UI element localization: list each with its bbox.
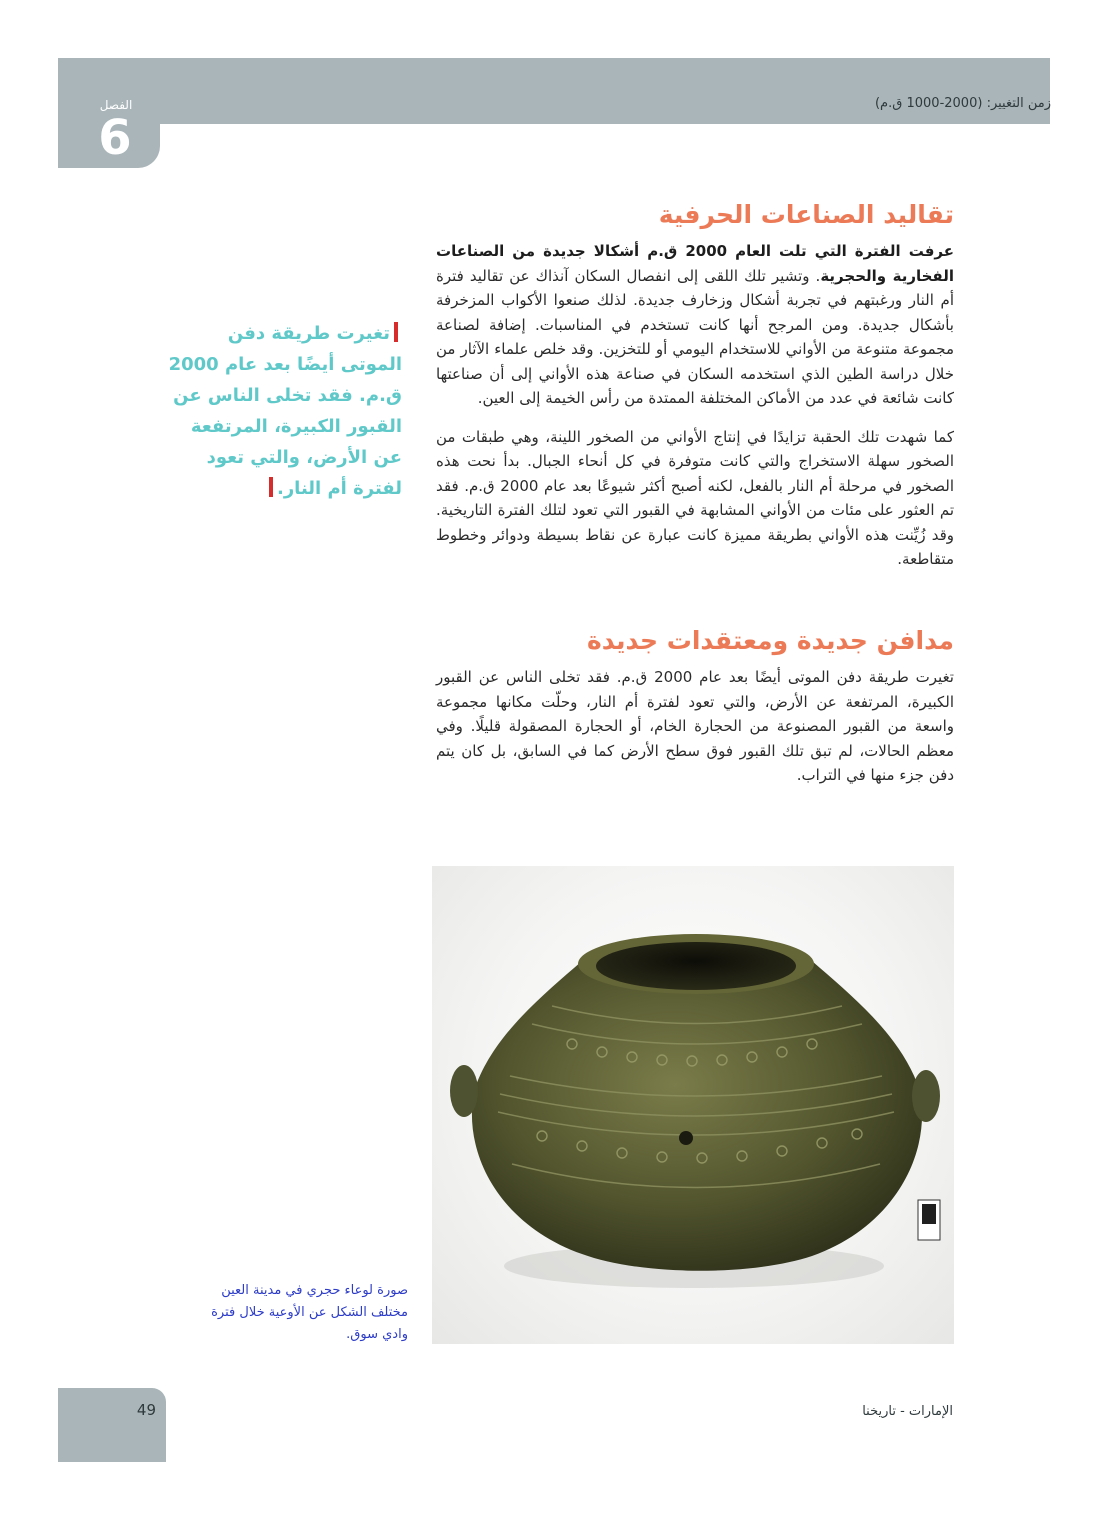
section-crafts — [436, 200, 954, 572]
footer-book-title: الإمارات - تاريخنا — [862, 1404, 953, 1419]
running-header-title: زمن التغيير: (2000-1000 ق.م) — [874, 96, 1051, 111]
chapter-number: 6 — [98, 110, 132, 166]
section-heading-crafts: تقاليد الصناعات الحرفية — [658, 200, 954, 229]
section-heading-burials: مدافن جديدة ومعتقدات جديدة — [586, 626, 954, 655]
pull-quote — [164, 318, 402, 504]
chapter-label: الفصل — [99, 98, 133, 112]
header-band — [58, 58, 1050, 124]
paragraph-burials-1: تغيرت طريقة دفن الموتى أيضًا بعد عام 2000 ق.م. فقد تخلى الناس عن القبور الكبيرة، المرتفعة عن الأرض، والتي تعود لفترة أم النار، وحلّت مكانها مجموعة واسعة من القبور المصنوعة من الحجارة الخام، أو الحجارة المصقولة قليلًا. وفي معظم الحالات، لم تبق تلك القبور فوق سطح الأرض كما في السابق، بل كان يتم دفن جزء منها في التراب. — [436, 668, 954, 784]
stone-vessel-photo — [432, 866, 954, 1344]
paragraph-crafts-2: كما شهدت تلك الحقبة تزايدًا في إنتاج الأواني من الصخور اللينة، وهي طبقات من الصخور سهلة الاستخراج والتي كانت متوفرة في كل أنحاء الجبال. بدأ نحت هذه الصخور في مرحلة أم النار بالفعل، لكنه أصبح أكثر شيوعًا بعد عام 2000 ق.م. فقد تم العثور على مئات من الأواني المشابهة في القبور التي تعود لتلك الفترة التاريخية. وقد زُيِّنت هذه الأواني بطريقة مميزة كانت عبارة عن نقاط بسيطة ودوائر وخطوط متقاطعة. — [436, 427, 954, 568]
paragraph-crafts-1 — [436, 239, 954, 411]
pull-quote-bar-end — [269, 477, 273, 497]
footer-tab — [58, 1388, 166, 1462]
figure-caption: صورة لوعاء حجري في مدينة العين مختلف الشكل عن الأوعية خلال فترة وادي سوق. — [211, 1283, 408, 1342]
paragraph-crafts-1-bold: عرفت الفترة التي تلت العام 2000 ق.م أشكالا جديدة من الصناعات الفخارية والحجرية — [436, 242, 954, 285]
paragraph-crafts-1-rest: . وتشير تلك اللقى إلى انفصال السكان آنذاك عن تقاليد فترة أم النار ورغبتهم في تجربة أشكال وزخارف جديدة. لذلك صنعوا الأكواب المزخرفة بأشكال جديدة. ومن المرجح أنها كانت تستخدم في المناسبات. إضافة لصناعة مجموعة متنوعة من الأواني للاستخدام اليومي أو للتخزين. وقد خلص علماء الآثار من خلال دراسة الطين الذي استخدمه السكان في صناعة هذه الأواني إلى أن صناعتها كانت شائعة في عدد من الأماكن المختلفة الممتدة من رأس الخيمة إلى العين. — [436, 266, 954, 407]
section-burials — [436, 626, 954, 788]
pull-quote-bar-start — [394, 322, 398, 342]
stone-vessel-icon — [432, 866, 954, 1344]
pull-quote-text: تغيرت طريقة دفن الموتى أيضًا بعد عام 2000 ق.م. فقد تخلى الناس عن القبور الكبيرة، المرتفعة عن الأرض، والتي تعود لفترة أم النار. — [168, 323, 402, 499]
page-number: 49 — [136, 1401, 156, 1419]
